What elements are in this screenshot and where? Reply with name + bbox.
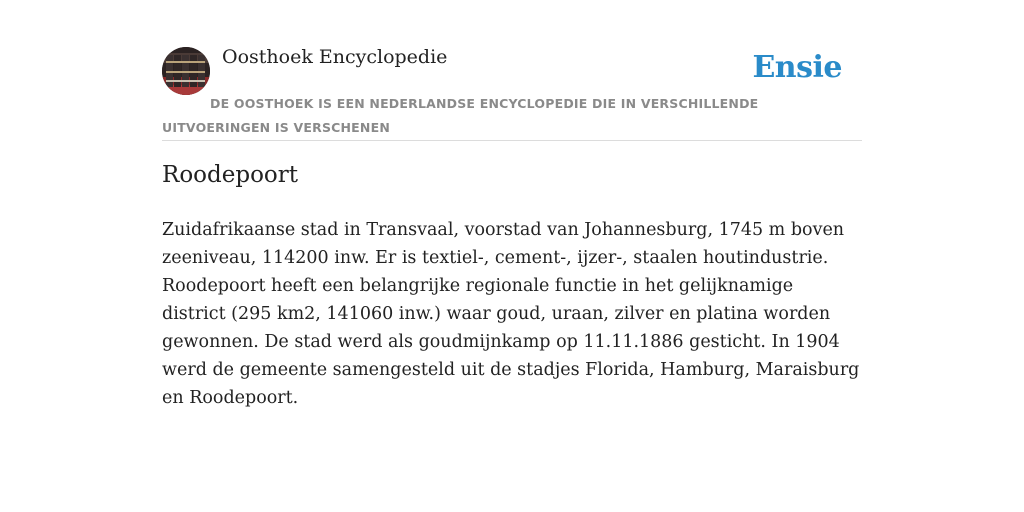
- source-avatar[interactable]: [162, 47, 210, 95]
- article-title: Roodepoort: [162, 162, 299, 188]
- source-name[interactable]: Oosthoek Encyclopedie: [222, 46, 448, 68]
- article-body: Zuidafrikaanse stad in Transvaal, voorstad van Johannesburg, 1745 m boven zeeniveau, 114200 inw. Er is textiel-, cement-, ijzer-, staalen houtindustrie. Roodepoort heeft een belangrijke regionale functie in het gelijknamige district (295 km2, 141060 inw.) waar goud, uraan, zilver en platina worden gewonnen. De stad werd als goudmijnkamp op 11.11.1886 gesticht. In 1904 werd de gemeente samengesteld uit de stadjes Florida, Hamburg, Maraisburg en Roodepoort.: [162, 220, 860, 408]
- brand-logo[interactable]: Ensie: [752, 50, 842, 85]
- book-spines-icon: [162, 47, 210, 95]
- source-header: [162, 44, 862, 141]
- source-tagline: DE OOSTHOEK IS EEN NEDERLANDSE ENCYCLOPEDIE DIE IN VERSCHILLENDE UITVOERINGEN IS VERSCHENEN: [162, 96, 759, 135]
